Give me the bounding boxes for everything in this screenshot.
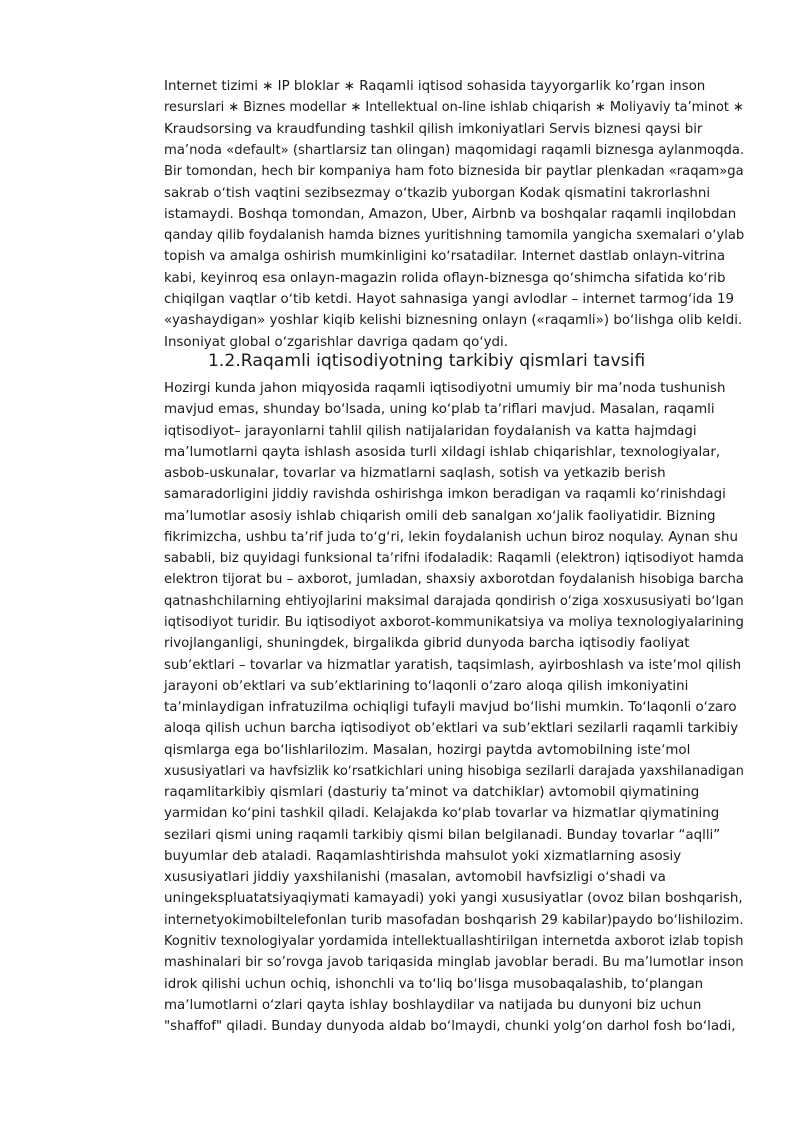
text-line: sakrab oʻtish vaqtini sezibsezmay oʻtkazib yuborgan Kodak qismatini takrorlashni (164, 185, 711, 201)
text-line: chiqilgan vaqtlar oʻtib ketdi. Hayot sahnasiga yangi avlodlar – internet tarmogʻida 19 (164, 292, 735, 307)
text-line: mashinalari bir so’rovga javob tariqasida minglab javoblar beradi. Bu ma’lumotlar inson (164, 955, 744, 971)
text-line: iqtisodiyot– jarayonlarni tahlil qilish natijalaridan foydalanish va katta hajmdagi (164, 423, 697, 439)
text-line: iqtisodiyot turidir. Bu iqtisodiyot axborot-kommunikatsiya va moliya texnologiyalarining (164, 614, 744, 630)
text-line: taʼminlaydigan infratuzilma ochiqligi tufayli mavjud boʻlishi mumkin. Toʻlaqonli oʻzaro (164, 700, 737, 716)
text-line: xususiyatlari jiddiy yaxshilanishi (masalan, avtomobil havfsizligi oʻshadi va (164, 870, 666, 886)
text-line: istamaydi. Boshqa tomondan, Amazon, Uber, Airbnb va boshqalar raqamli inqilobdan (164, 206, 737, 222)
text-line: Kognitiv texnologiyalar yordamida intellektuallashtirilgan internetda axborot izlab topish (164, 934, 744, 950)
text-line: sezilari qismi uning raqamli tarkibiy qismi bilan belgilanadi. Bunday tovarlar “aqlli” (164, 827, 721, 843)
text-line: aloqa qilish uchun barcha iqtisodiyot obʼektlari va subʼektlari sezilarli raqamli tarkibiy (164, 721, 739, 737)
text-line: yarmidan koʻpini tashkil qiladi. Kelajakda koʻplab tovarlar va hizmatlar qiymatining (164, 806, 720, 822)
text-line: Hozirgi kunda jahon miqyosida raqamli iqtisodiyotni umumiy bir ma’noda tushunish (164, 381, 726, 396)
text-line: subʼektlari – tovarlar va hizmatlar yaratish, taqsimlash, ayirboshlash va isteʼmol qilish (164, 657, 742, 673)
text-line: ma’noda «default» (shartlarsiz tan olingan) maqomidagi raqamli biznesga aylanmoqda. (164, 142, 745, 158)
text-line: uningekspluatatsiyaqiymati kamayadi) yoki yangi xususiyatlar (ovoz bilan boshqarish, (164, 891, 743, 907)
text-line: internetyokimobiltelefonlan turib masofadan boshqarish 29 kabilar)paydo boʻlishilozim. (164, 912, 744, 928)
text-line: Kraudsorsing va kraudfunding tashkil qilish imkoniyatlari Servis biznesi qaysi bir (164, 121, 703, 137)
text-line: "shaffof" qiladi. Bunday dunyoda aldab boʻlmaydi, chunki yolgʻon darhol fosh boʻladi, (164, 1019, 736, 1035)
text-line: qismlarga ega boʻlishlarilozim. Masalan, hozirgi paytda avtomobilning isteʼmol (164, 742, 691, 758)
text-line: «yashaydigan» yoshlar kiqib kelishi biznesning onlayn («raqamli») boʻlishga olib keldi. (164, 313, 743, 329)
text-line: Insoniyat global oʻzgarishlar davriga qadam qoʻydi. (164, 334, 508, 350)
text-line: ma’lumotlar asosiy ishlab chiqarish omili deb sanalgan xoʻjalik faoliyatidir. Bizning (164, 508, 716, 524)
text-line: fikrimizcha, ushbu taʼrif juda toʻgʻri, lekin foydalanish uchun biroz noqulay. Aynan shu (164, 529, 738, 545)
text-line: elektron tijorat bu – axborot, jumladan, shaxsiy axborotdan foydalanish hisobiga barcha (164, 572, 744, 588)
text-line: topish va amalga oshirish mumkinligini koʻrsatadilar. Internet dastlab onlayn-vitrina (164, 249, 726, 265)
text-line: idrok qilishi uchun ochiq, ishonchli va toʻliq boʻlisga musobaqalashib, toʻplangan (164, 976, 704, 992)
text-line: sababli, biz quyidagi funksional taʼrifni ifodaladik: Raqamli (elektron) iqtisodiyot hamda (164, 551, 744, 567)
text-line: Bir tomondan, hech bir kompaniya ham foto biznesida bir paytlar plenkadan «raqam»ga (164, 164, 744, 180)
text-line: kabi, keyinroq esa onlayn-magazin rolida oflayn-biznesga qoʻshimcha sifatida koʻrib (164, 270, 726, 286)
text-line: raqamlitarkibiy qismlari (dasturiy taʼminot va datchiklar) avtomobil qiymatining (164, 785, 700, 801)
text-line: maʼlumotlarni oʻzlari qayta ishlay boshlaydilar va natijada bu dunyoni biz uchun (164, 997, 702, 1013)
text-line: ma’lumotlarni qayta ishlash asosida turli xildagi ishlab chiqarishlar, texnologiyalar, (164, 444, 721, 460)
text-line: buyumlar deb ataladi. Raqamlashtirishda mahsulot yoki xizmatlarning asosiy (164, 848, 682, 864)
text-line: qanday qilib foydalanish hamda biznes yuritishning tamomila yangicha sxemalari oʻylab (164, 228, 745, 244)
text-line: resurslari ∗ Biznes modellar ∗ Intellektual on-line ishlab chiqarish ∗ Moliyaviy ta’minot ∗ (164, 100, 744, 116)
text-line: qatnashchilarning ehtiyojlarini maksimal darajada qondirish oʻziga xosxususiyati boʻlgan (164, 593, 744, 609)
text-line: asbob-uskunalar, tovarlar va hizmatlarni saqlash, sotish va yetkazib berish (164, 466, 666, 482)
text-line: samaradorligini jiddiy ravishda oshirishga imkon beradigan va raqamli koʻrinishdagi (164, 487, 726, 503)
text-line: jarayoni obʼektlari va subʼektlarining toʻlaqonli oʻzaro aloqa qilish imkoniyatini (164, 678, 689, 694)
text-line: xususiyatlari va havfsizlik koʻrsatkichlari uning hisobiga sezilarli darajada yaxshilanadigan (164, 763, 744, 779)
text-line: Internet tizimi ∗ IP bloklar ∗ Raqamli iqtisod sohasida tayyorgarlik ko’rgan inson (164, 79, 706, 94)
text-line: rivojlanganligi, shuningdek, birgalikda gibrid dunyoda barcha iqtisodiy faoliyat (164, 636, 690, 652)
text-line: mavjud emas, shunday boʻlsada, uning koʻplab taʼriflari mavjud. Masalan, raqamli (164, 402, 715, 418)
section-heading: 1.2.Raqamli iqtisodiyotning tarkibiy qismlari tavsifi (208, 351, 646, 371)
